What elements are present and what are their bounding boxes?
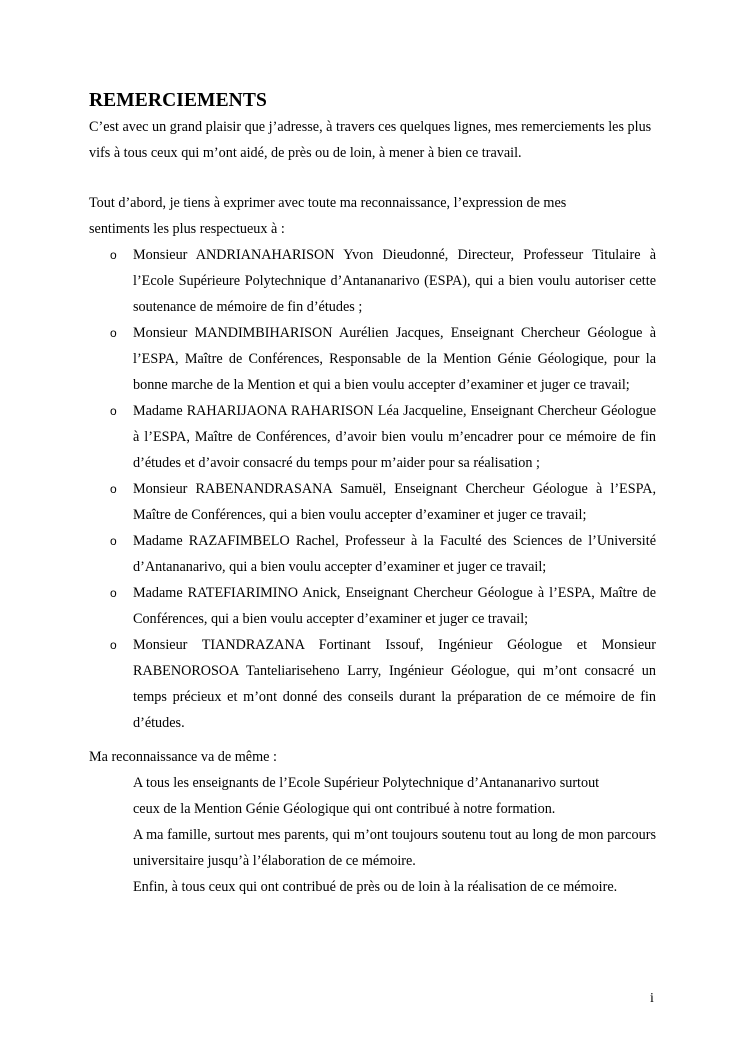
page-title: REMERCIEMENTS: [89, 90, 267, 111]
list-item-text: Monsieur ANDRIANAHARISON Yvon Dieudonné, Directeur, Professeur Titulaire à l’Ecole Supérieure Polytechnique d’Antananarivo (ESPA), qui a bien voulu autoriser cette soutenance de mémoire de fin d’études ;: [133, 247, 656, 315]
bullet-marker: o: [110, 534, 117, 548]
reconnaissance-item: A tous les enseignants de l’Ecole Supérieur Polytechnique d’Antananarivo surtout ceux de la Mention Génie Géologique qui ont contribué à notre formation.: [133, 775, 600, 817]
bullet-marker: o: [110, 248, 117, 262]
list-item-text: Monsieur RABENANDRASANA Samuël, Enseignant Chercheur Géologue à l’ESPA, Maître de Conférences, qui a bien voulu accepter d’examiner et juger ce travail;: [133, 481, 656, 523]
list-item: [89, 398, 656, 476]
list-item: [89, 476, 656, 528]
reconnaissance-item: A ma famille, surtout mes parents, qui m’ont toujours soutenu tout au long de mon parcours universitaire jusqu’à l’élaboration de ce mémoire.: [133, 827, 656, 869]
reconnaissance-item: Enfin, à tous ceux qui ont contribué de près ou de loin à la réalisation de ce mémoire.: [133, 879, 618, 895]
list-item: [89, 242, 656, 320]
bullet-marker: o: [110, 404, 117, 418]
list-item-text: Madame RAHARIJAONA RAHARISON Léa Jacqueline, Enseignant Chercheur Géologue à l’ESPA, Maître de Conférences, d’avoir bien voulu m’encadrer pour ce mémoire de fin d’études et d’avoir consacré du temps pour m’aider pour sa réalisation ;: [133, 403, 656, 471]
list-item-text: Monsieur MANDIMBIHARISON Aurélien Jacques, Enseignant Chercheur Géologue à l’ESPA, Maître de Conférences, Responsable de la Mention Génie Géologique, pour la bonne marche de la Mention et qui a bien voulu accepter d’examiner et juger ce travail;: [133, 325, 656, 393]
spacer: [89, 166, 656, 190]
acknowledgement-list: [89, 242, 656, 736]
reconnaissance-heading: Ma reconnaissance va de même :: [89, 749, 277, 765]
list-item: [89, 528, 656, 580]
bullet-marker: o: [110, 326, 117, 340]
page-number: i: [650, 991, 654, 1006]
list-item-text: Monsieur TIANDRAZANA Fortinant Issouf, Ingénieur Géologue et Monsieur RABENOROSOA Tanteliariseheno Larry, Ingénieur Géologue, qui m’ont consacré un temps précieux et m’ont donné des conseils durant la préparation de ce mémoire de fin d’études.: [133, 637, 656, 731]
bullet-marker: o: [110, 638, 117, 652]
document-page: [89, 88, 656, 900]
list-item: [89, 320, 656, 398]
list-item-text: Madame RATEFIARIMINO Anick, Enseignant Chercheur Géologue à l’ESPA, Maître de Conférences, qui a bien voulu accepter d’examiner et juger ce travail;: [133, 585, 656, 627]
bullet-marker: o: [110, 586, 117, 600]
lead-paragraph: Tout d’abord, je tiens à exprimer avec toute ma reconnaissance, l’expression de mes sentiments les plus respectueux à :: [89, 195, 567, 237]
list-item: [89, 580, 656, 632]
list-item: [89, 632, 656, 736]
intro-paragraph: C’est avec un grand plaisir que j’adresse, à travers ces quelques lignes, mes remerciements les plus vifs à tous ceux qui m’ont aidé, de près ou de loin, à mener à bien ce travail.: [89, 119, 652, 161]
list-item-text: Madame RAZAFIMBELO Rachel, Professeur à la Faculté des Sciences de l’Université d’Antananarivo, qui a bien voulu accepter d’examiner et juger ce travail;: [133, 533, 656, 575]
bullet-marker: o: [110, 482, 117, 496]
